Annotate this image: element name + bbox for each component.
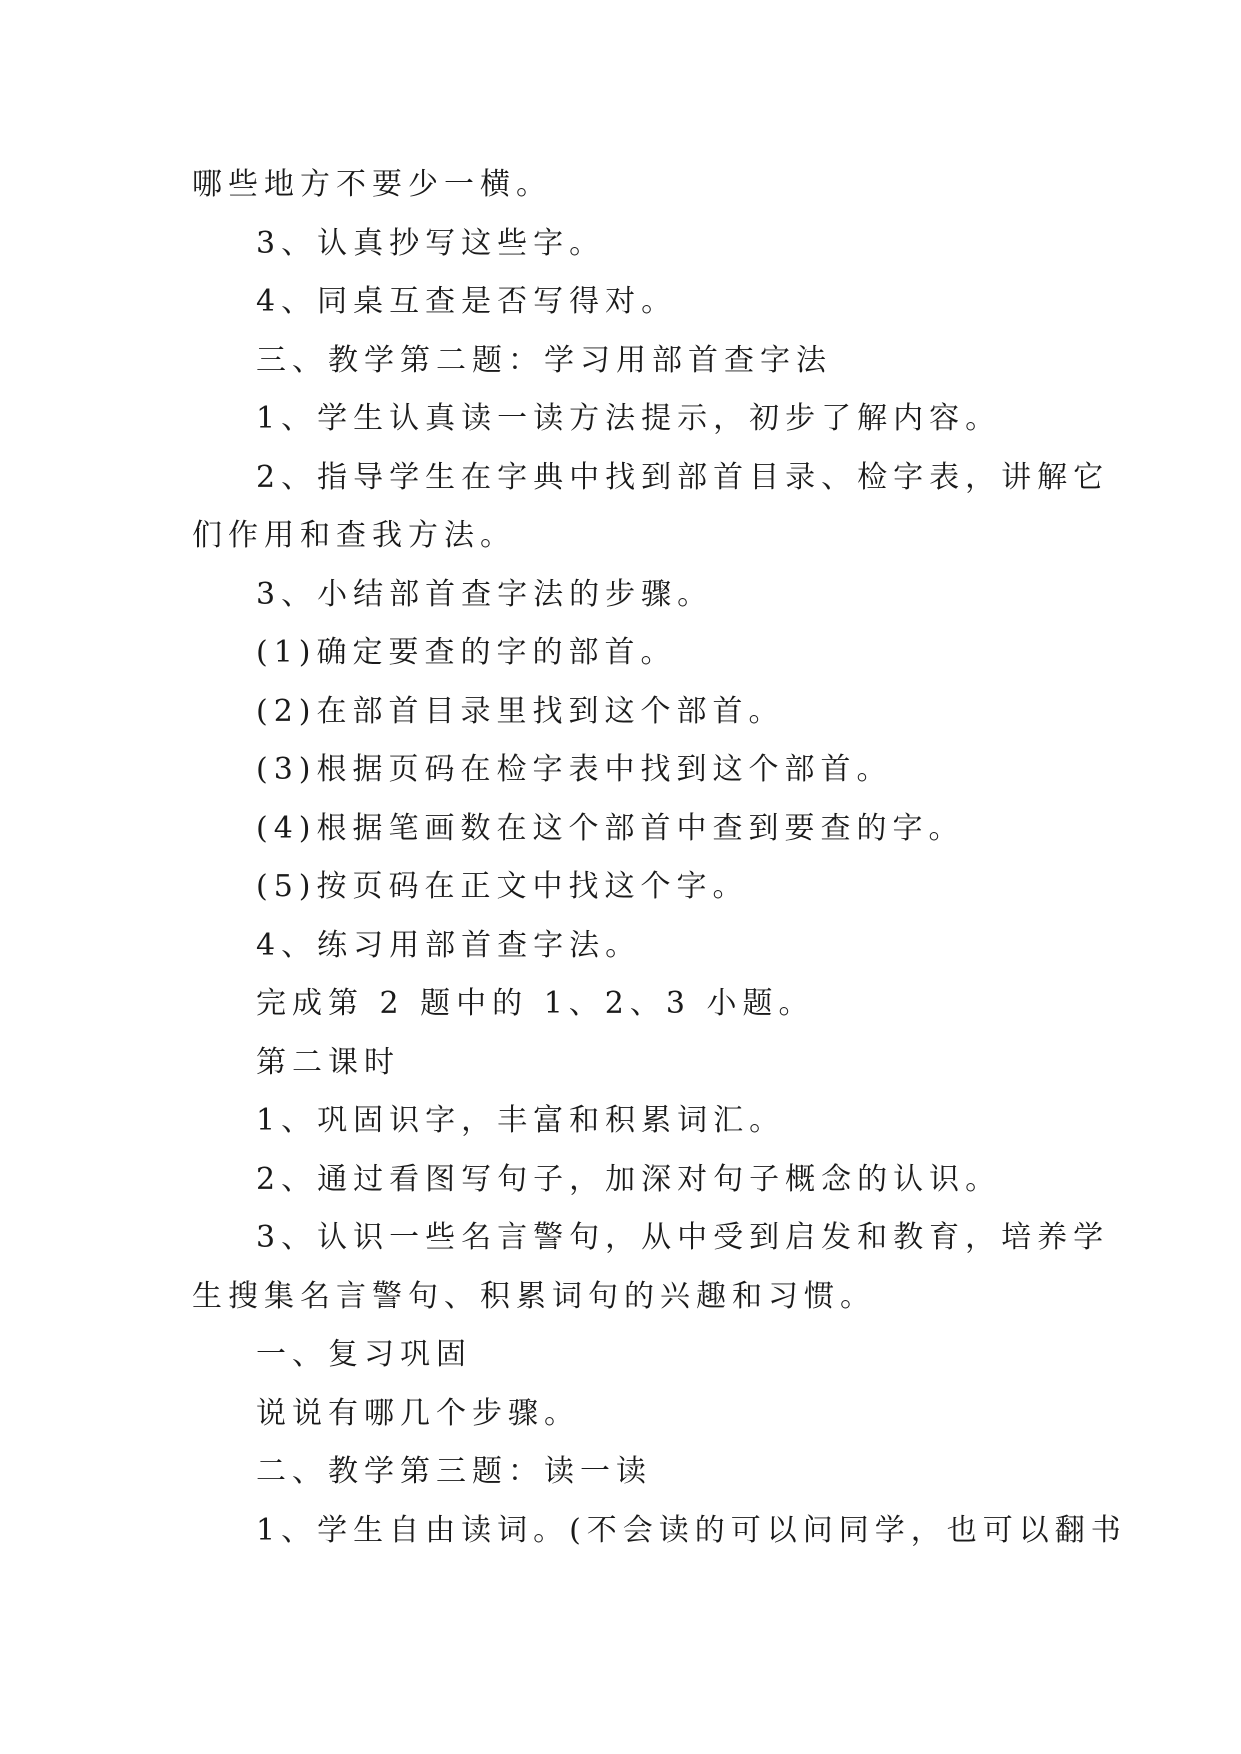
list-item: (1)确定要查的字的部首。 xyxy=(256,635,677,670)
paragraph-line: 2、通过看图写句子，加深对句子概念的认识。 xyxy=(256,1161,1002,1197)
document-body xyxy=(192,156,1127,1560)
paragraph-line: 说说有哪几个步骤。 xyxy=(256,1395,580,1431)
paragraph-line: 4、同桌互查是否写得对。 xyxy=(256,284,678,319)
list-item: (4)根据笔画数在这个部首中查到要查的字。 xyxy=(256,810,965,846)
list-item: (3)根据页码在检字表中找到这个部首。 xyxy=(256,752,893,787)
section-heading: 第二课时 xyxy=(256,1044,400,1080)
list-item: (2)在部首目录里找到这个部首。 xyxy=(256,693,785,729)
paragraph-line: 3、小结部首查字法的步骤。 xyxy=(256,576,714,612)
paragraph-line: 4、练习用部首查字法。 xyxy=(256,927,642,963)
paragraph-line: 完成第 2 题中的 1、2、3 小题。 xyxy=(256,986,815,1021)
paragraph-line: 3、认识一些名言警句，从中受到启发和教育，培养学 xyxy=(256,1220,1110,1255)
paragraph-line: 1、巩固识字，丰富和积累词汇。 xyxy=(256,1103,786,1138)
paragraph-line: 生搜集名言警句、积累词句的兴趣和习惯。 xyxy=(192,1278,876,1314)
section-heading: 二、教学第三题：读一读 xyxy=(256,1454,652,1489)
list-item: (5)按页码在正文中找这个字。 xyxy=(256,869,749,904)
paragraph-line: 哪些地方不要少一横。 xyxy=(192,167,552,202)
paragraph-line: 们作用和查我方法。 xyxy=(192,518,516,553)
paragraph-line: 2、指导学生在字典中找到部首目录、检字表，讲解它 xyxy=(256,459,1110,495)
section-heading: 一、复习巩固 xyxy=(256,1337,472,1372)
section-heading: 三、教学第二题：学习用部首查字法 xyxy=(256,342,832,378)
paragraph-line: 1、学生认真读一读方法提示，初步了解内容。 xyxy=(256,401,1002,436)
paragraph-line: 1、学生自由读词。(不会读的可以问同学，也可以翻书 xyxy=(256,1512,1127,1548)
paragraph-line: 3、认真抄写这些字。 xyxy=(256,225,606,261)
